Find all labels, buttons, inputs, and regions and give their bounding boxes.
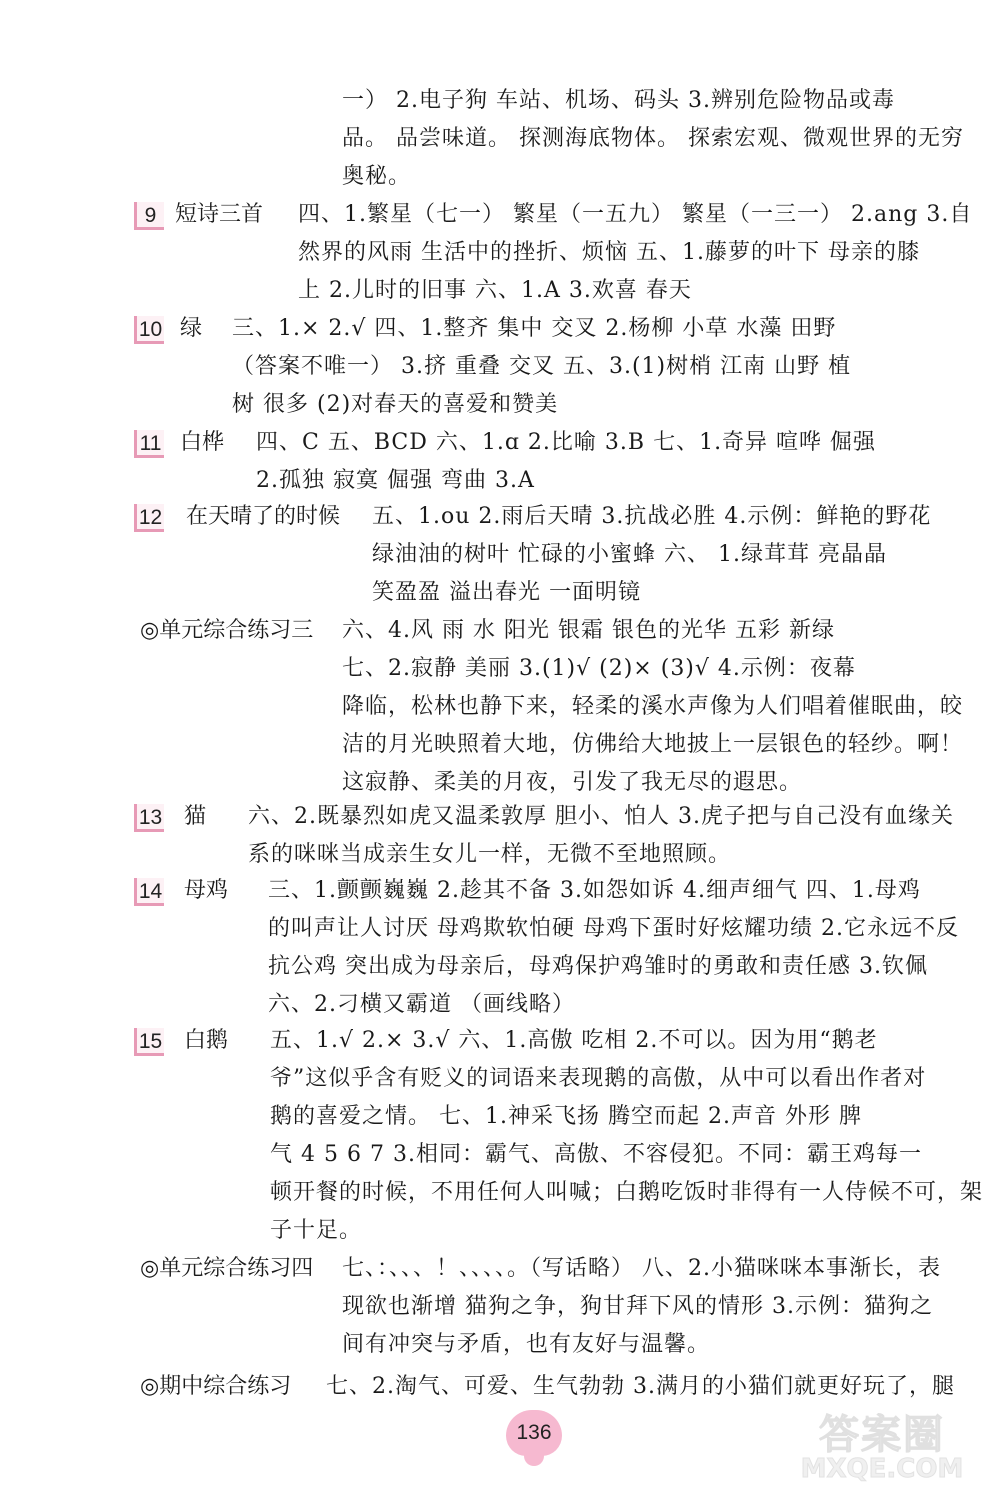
page-number-badge (506, 1410, 562, 1456)
lesson-number: 12 (134, 504, 164, 532)
answer-line: 鹅的喜爱之情。 七、1.神采飞扬 腾空而起 2.声音 外形 脾 (270, 1104, 862, 1129)
answer-line: 三、1.颤颤巍巍 2.趁其不备 3.如怨如诉 4.细声细气 四、1.母鸡 (268, 878, 921, 903)
midterm-practice-title: ◎期中综合练习 (140, 1374, 292, 1399)
answer-line: 子十足。 (270, 1218, 363, 1243)
answer-line: 六、2.既暴烈如虎又温柔敦厚 胆小、怕人 3.虎子把与自己没有血缘关 (248, 804, 954, 829)
answer-line: 六、2.刁横又霸道 （画线略） (268, 992, 575, 1017)
lesson-number: 14 (134, 878, 164, 906)
answer-line: 五、1.ou 2.雨后天晴 3.抗战必胜 4.示例：鲜艳的野花 (372, 504, 932, 529)
answer-line: 这寂静、柔美的月夜，引发了我无尽的遐思。 (342, 770, 803, 795)
answer-line: 四、1.繁星（七一） 繁星（一五九） 繁星（一三一） 2.ang 3.自 (298, 202, 973, 227)
lesson-title: 在天晴了的时候 (186, 504, 341, 529)
lesson-number: 11 (134, 430, 164, 458)
answer-line: 然界的风雨 生活中的挫折、烦恼 五、1.藤萝的叶下 母亲的膝 (298, 240, 920, 265)
watermark-top: 答案圈 (819, 1412, 945, 1458)
page-number: 136 (516, 1421, 552, 1444)
lesson-title: 短诗三首 (175, 202, 264, 227)
answer-line: 一） 2.电子狗 车站、机场、码头 3.辨别危险物品或毒 (342, 88, 895, 113)
lesson-number: 13 (134, 804, 164, 832)
answer-line: 奥秘。 (342, 164, 412, 189)
answer-line: 笑盈盈 溢出春光 一面明镜 (372, 580, 641, 605)
answer-line: 五、1.√ 2.× 3.√ 六、1.高傲 吃相 2.不可以。因为用“鹅老 (270, 1028, 878, 1053)
answer-line: （答案不唯一） 3.挤 重叠 交叉 五、3.(1)树梢 江南 山野 植 (232, 354, 852, 379)
answer-line: 现欲也渐增 猫狗之争，狗甘拜下风的情形 3.示例：猫狗之 (342, 1294, 933, 1319)
answer-line: 七、2.淘气、可爱、生气勃勃 3.满月的小猫们就更好玩了，腿 (326, 1374, 955, 1399)
lesson-title: 猫 (184, 804, 207, 829)
lesson-title: 绿 (180, 316, 203, 341)
answer-line: 的叫声让人讨厌 母鸡欺软怕硬 母鸡下蛋时好炫耀功绩 2.它永远不反 (268, 916, 959, 941)
answer-line: 绿油油的树叶 忙碌的小蜜蜂 六、 1.绿茸茸 亮晶晶 (372, 542, 887, 567)
answer-line: 洁的月光映照着大地，仿佛给大地披上一层银色的轻纱。啊！ (342, 732, 964, 757)
answer-line: 抗公鸡 突出成为母亲后，母鸡保护鸡雏时的勇敢和责任感 3.钦佩 (268, 954, 928, 979)
answer-line: 顿开餐的时候，不用任何人叫喊；白鹅吃饭时非得有一人侍候不可，架 (270, 1180, 984, 1205)
answer-line: 七、2.寂静 美丽 3.(1)√ (2)× (3)√ 4.示例：夜幕 (342, 656, 856, 681)
lesson-number: 10 (134, 316, 164, 344)
unit-practice-title: ◎单元综合练习三 (140, 618, 314, 643)
lesson-number: 15 (134, 1028, 164, 1056)
answer-line: 七、：、、、！、、、、。（写话略） 八、2.小猫咪咪本事渐长，表 (342, 1256, 941, 1281)
answer-line: 六、4.风 雨 水 阳光 银霜 银色的光华 五彩 新绿 (342, 618, 835, 643)
answer-line: 气 4 5 6 7 3.相同：霸气、高傲、不容侵犯。不同：霸王鸡每一 (270, 1142, 922, 1167)
answer-line: 树 很多 (2)对春天的喜爱和赞美 (232, 392, 559, 417)
lesson-title: 白鹅 (184, 1028, 229, 1053)
answer-line: 三、1.× 2.√ 四、1.整齐 集中 交叉 2.杨柳 小草 水藻 田野 (232, 316, 837, 341)
answer-line: 上 2.儿时的旧事 六、1.A 3.欢喜 春天 (298, 278, 692, 303)
answer-line: 系的咪咪当成亲生女儿一样，无微不至地照顾。 (248, 842, 732, 867)
watermark-bottom: MXQE.COM (800, 1454, 964, 1484)
lesson-number: 9 (134, 202, 164, 230)
answer-line: 品。 品尝味道。 探测海底物体。 探索宏观、微观世界的无穷 (342, 126, 964, 151)
unit-practice-title: ◎单元综合练习四 (140, 1256, 314, 1281)
answer-line: 降临，松林也静下来，轻柔的溪水声像为人们唱着催眠曲，皎 (342, 694, 964, 719)
answer-line: 爷”这似乎含有贬义的词语来表现鹅的高傲，从中可以看出作者对 (270, 1066, 927, 1091)
answer-line: 间有冲突与矛盾，也有友好与温馨。 (342, 1332, 711, 1357)
lesson-title: 母鸡 (184, 878, 229, 903)
lesson-title: 白桦 (180, 430, 225, 455)
watermark-logo (782, 1403, 982, 1485)
answer-line: 2.孤独 寂寞 倔强 弯曲 3.A (256, 468, 535, 493)
answer-line: 四、C 五、BCD 六、1.ɑ 2.比喻 3.B 七、1.奇异 喧哗 倔强 (256, 430, 877, 455)
